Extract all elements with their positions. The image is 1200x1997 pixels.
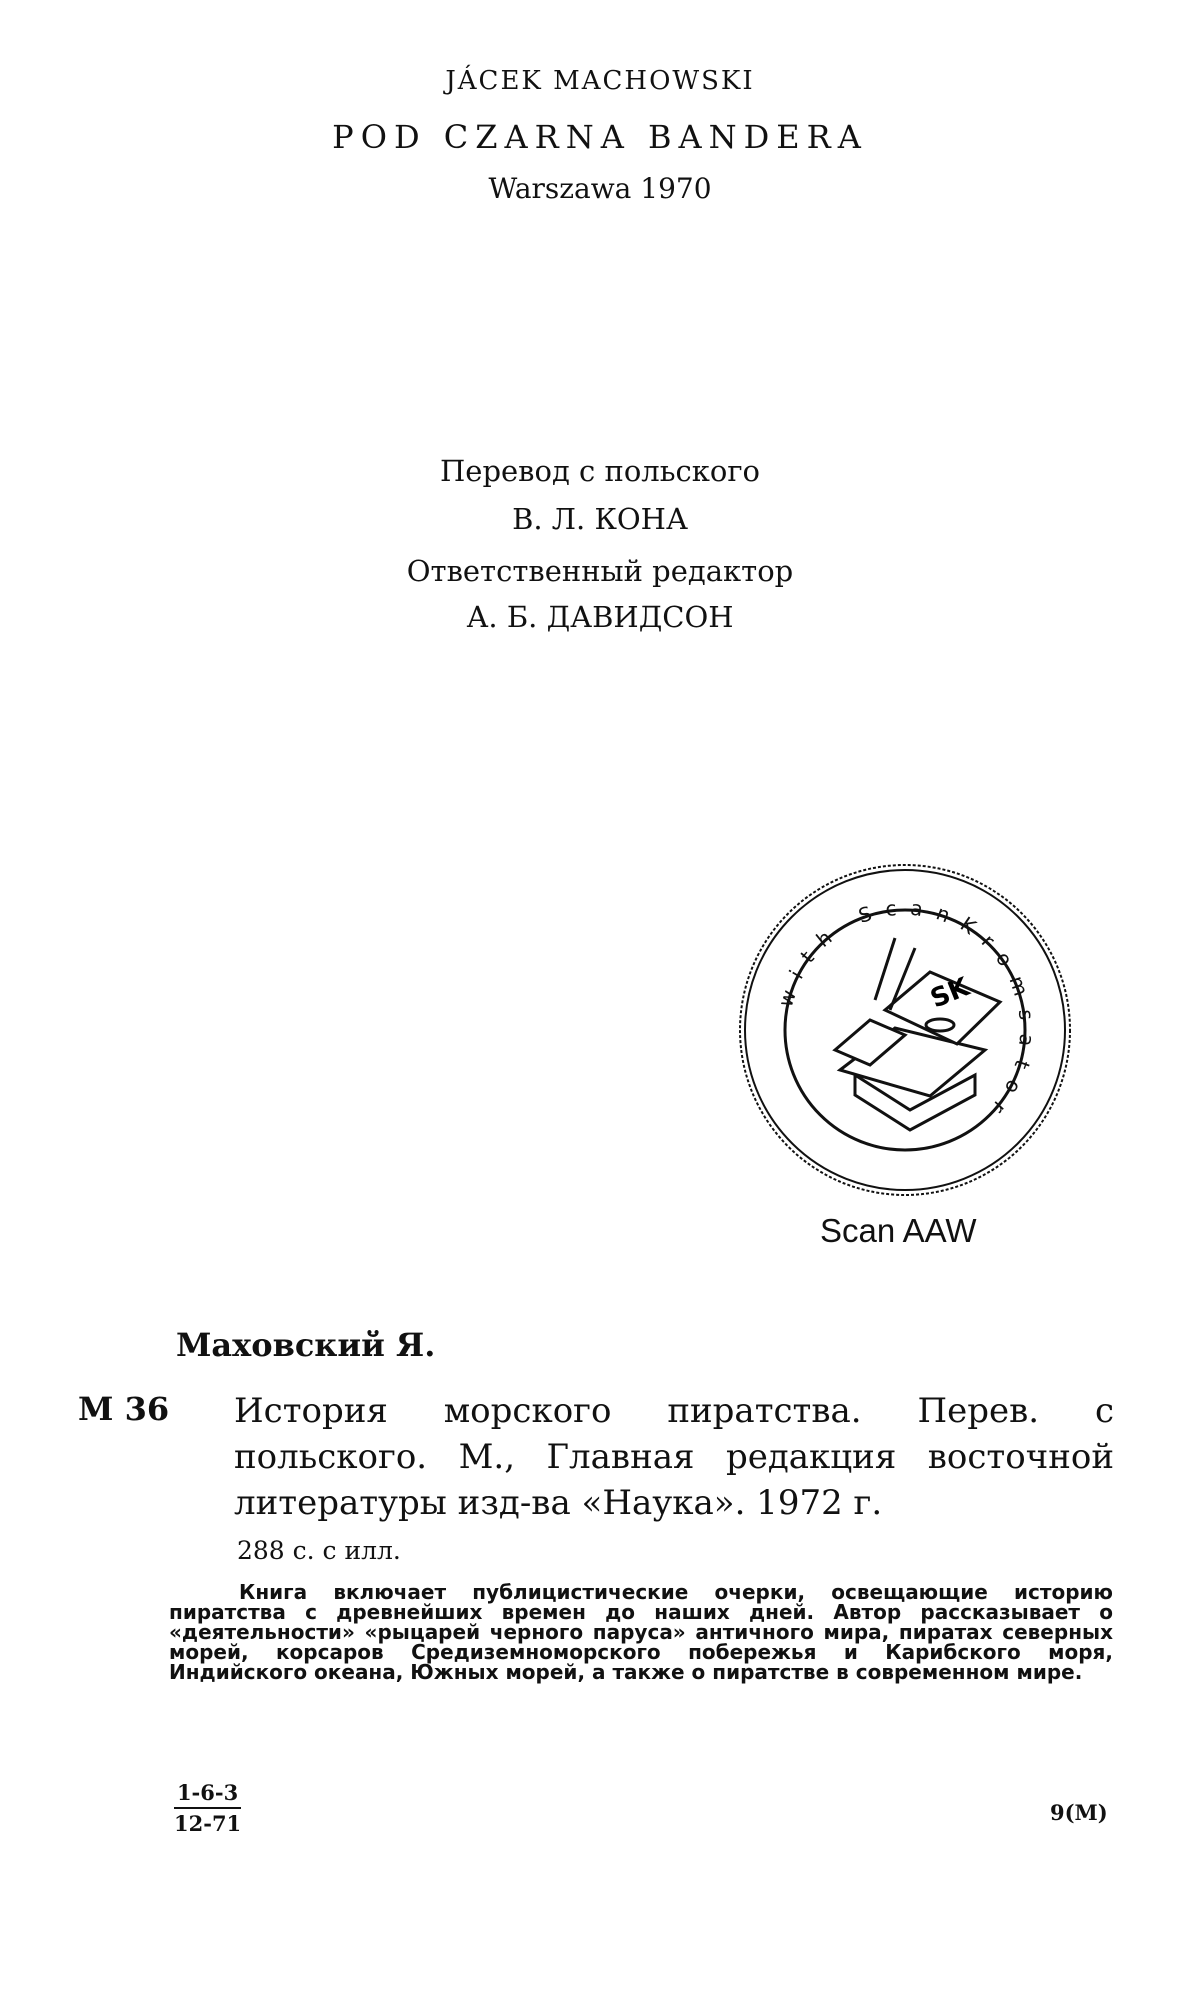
catalog-author: Маховский Я. [176, 1326, 436, 1364]
code-right: 9(М) [1050, 1800, 1108, 1825]
annotation-text: Книга включает публицистические очерки, освещающие историю пиратства с древнейших времен до наших дней. Автор рассказывает о «деятельности» «рыцарей черного паруса» античного мира, пиратах северных морей, корсаров Средиземноморского побережья и Карибского моря, Индийского океана, Южных морей, а также о пиратстве в современном мире. [169, 1580, 1113, 1684]
original-title: POD CZARNA BANDERA [332, 118, 868, 156]
editor-name: А. Б. ДАВИДСОН [466, 600, 734, 634]
translator-name: В. Л. КОНА [512, 502, 688, 536]
catalog-pages: 288 с. с илл. [237, 1536, 401, 1565]
catalog-description: История морского пиратства. Перев. с польского. М., Главная редакция восточной литературы изд-ва «Наука». 1972 г. [234, 1391, 1114, 1523]
scankromsator-stamp [735, 860, 1075, 1200]
original-author: JÁCEK MACHOWSKI [445, 66, 755, 96]
stamp-center-text: SK [926, 972, 974, 1015]
stamp-ring-text: with ScanKromsator [773, 895, 1040, 1129]
translation-label: Перевод с польского [440, 454, 760, 488]
editor-label: Ответственный редактор [406, 554, 794, 588]
stamp-caption: Scan AAW [820, 1212, 977, 1249]
code-fraction-bottom: 12-71 [174, 1811, 242, 1836]
code-fraction-top: 1-6-3 [174, 1780, 241, 1809]
catalog-classification: М 36 [78, 1390, 170, 1428]
original-place-year: Warszawa 1970 [488, 172, 712, 205]
scanner-icon [835, 938, 1000, 1130]
code-fraction [174, 1780, 241, 1836]
